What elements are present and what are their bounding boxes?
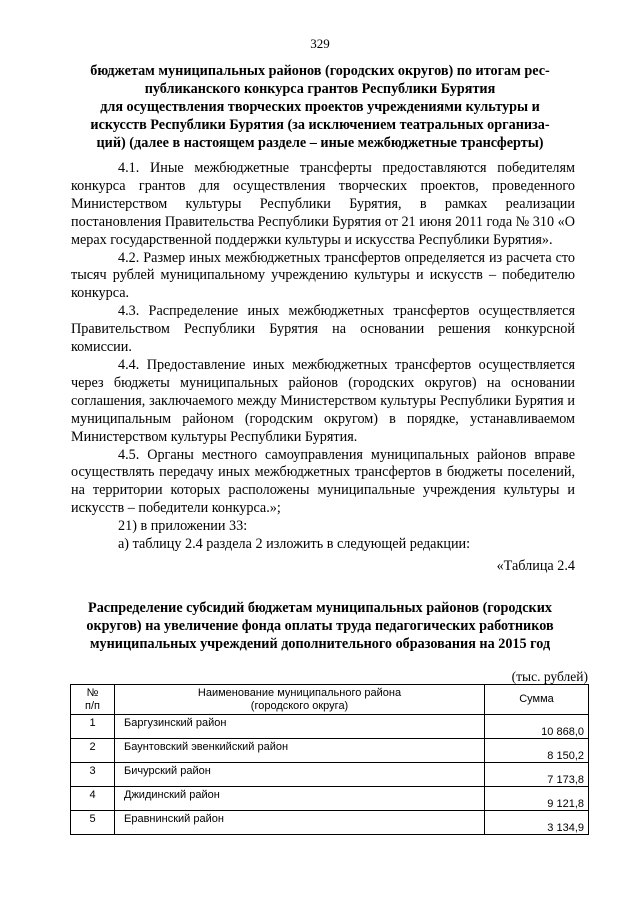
heading-line: публиканского конкурса грантов Республики Бурятия <box>144 81 496 97</box>
table-row <box>71 739 589 763</box>
row-sum: 3 134,9 <box>485 811 589 835</box>
table-header-row <box>71 685 589 715</box>
paragraph-4-5: 4.5. Органы местного самоуправления муниципальных районов вправе осуществлять передачу иных межбюджетных трансфертов в бюджеты поселений, на территории которых расположены муниципальные учреждения культуры и искусств – победители конкурса.»; <box>71 446 575 517</box>
row-sum: 8 150,2 <box>485 739 589 763</box>
row-name: Баунтовский эвенкийский район <box>115 739 485 763</box>
heading-line: для осуществления творческих проектов учреждениями культуры и <box>100 99 540 115</box>
table-row <box>71 763 589 787</box>
paragraph-4-1: 4.1. Иные межбюджетные трансферты предоставляются победителям конкурса грантов для осуществления творческих проектов, проведенного Министерством культуры Республики Бурятия, в рамках реализации постановления Правительства Республики Бурятия от 21 июня 2011 года № 310 «О мерах государственной поддержки культуры и искусства Республики Бурятия». <box>71 160 575 248</box>
row-name: Баргузинский район <box>115 715 485 739</box>
paragraph-4-2: 4.2. Размер иных межбюджетных трансфертов определяется из расчета сто тысяч рублей муниципальному учреждению культуры и искусств – победителю конкурса. <box>71 249 575 302</box>
row-num: 1 <box>71 715 115 739</box>
header-name-line: Наименование муниципального района <box>197 686 402 699</box>
header-name-line: (городского округа) <box>250 699 349 712</box>
row-name: Бичурский район <box>115 763 485 787</box>
heading-line: искусств Республики Бурятия (за исключением театральных организа- <box>90 117 550 133</box>
row-sum: 9 121,8 <box>485 787 589 811</box>
row-sum: 7 173,8 <box>485 763 589 787</box>
row-name: Джидинский район <box>115 787 485 811</box>
row-num: 4 <box>71 787 115 811</box>
table-row <box>71 715 589 739</box>
table-row <box>71 811 589 835</box>
units-label: (тыс. рублей) <box>511 669 588 684</box>
body-text <box>71 160 575 576</box>
table-title <box>70 599 570 653</box>
header-num <box>71 685 115 715</box>
paragraph-item-a: а) таблицу 2.4 раздела 2 изложить в следующей редакции: <box>118 536 471 553</box>
table-row <box>71 787 589 811</box>
subsidy-table <box>70 684 589 835</box>
paragraph-4-3: 4.3. Распределение иных межбюджетных трансфертов осуществляется Правительством Республики Бурятия на основании решения конкурсной комиссии. <box>71 303 575 356</box>
paragraph-4-4: 4.4. Предоставление иных межбюджетных трансфертов осуществляется через бюджеты муниципальных районов (городских округов) на основании соглашения, заключаемого между Министерством культуры Республики Бурятия и муниципальным районом (городским округом) в порядке, устанавливаемом Министерством культуры Республики Бурятия. <box>71 356 575 445</box>
row-num: 3 <box>71 763 115 787</box>
header-num-line: п/п <box>85 699 100 712</box>
header-num-line: № <box>86 686 99 699</box>
header-sum: Сумма <box>485 685 589 715</box>
table-title-line: Распределение субсидий бюджетам муниципальных районов (городских <box>88 600 552 616</box>
table-title-line: округов) на увеличение фонда оплаты труда педагогических работников <box>86 618 554 634</box>
table-label: «Таблица 2.4 <box>496 557 575 574</box>
section-heading <box>70 62 570 152</box>
heading-line: бюджетам муниципальных районов (городских округов) по итогам рес- <box>90 63 550 79</box>
row-num: 2 <box>71 739 115 763</box>
heading-line: ций) (далее в настоящем разделе – иные межбюджетные трансферты) <box>96 135 544 151</box>
header-name <box>115 685 485 715</box>
paragraph-item-21: 21) в приложении 33: <box>118 518 248 535</box>
page-number: 329 <box>310 36 330 51</box>
row-num: 5 <box>71 811 115 835</box>
row-sum: 10 868,0 <box>485 715 589 739</box>
table-title-line: муниципальных учреждений дополнительного образования на 2015 год <box>89 636 551 652</box>
row-name: Еравнинский район <box>115 811 485 835</box>
